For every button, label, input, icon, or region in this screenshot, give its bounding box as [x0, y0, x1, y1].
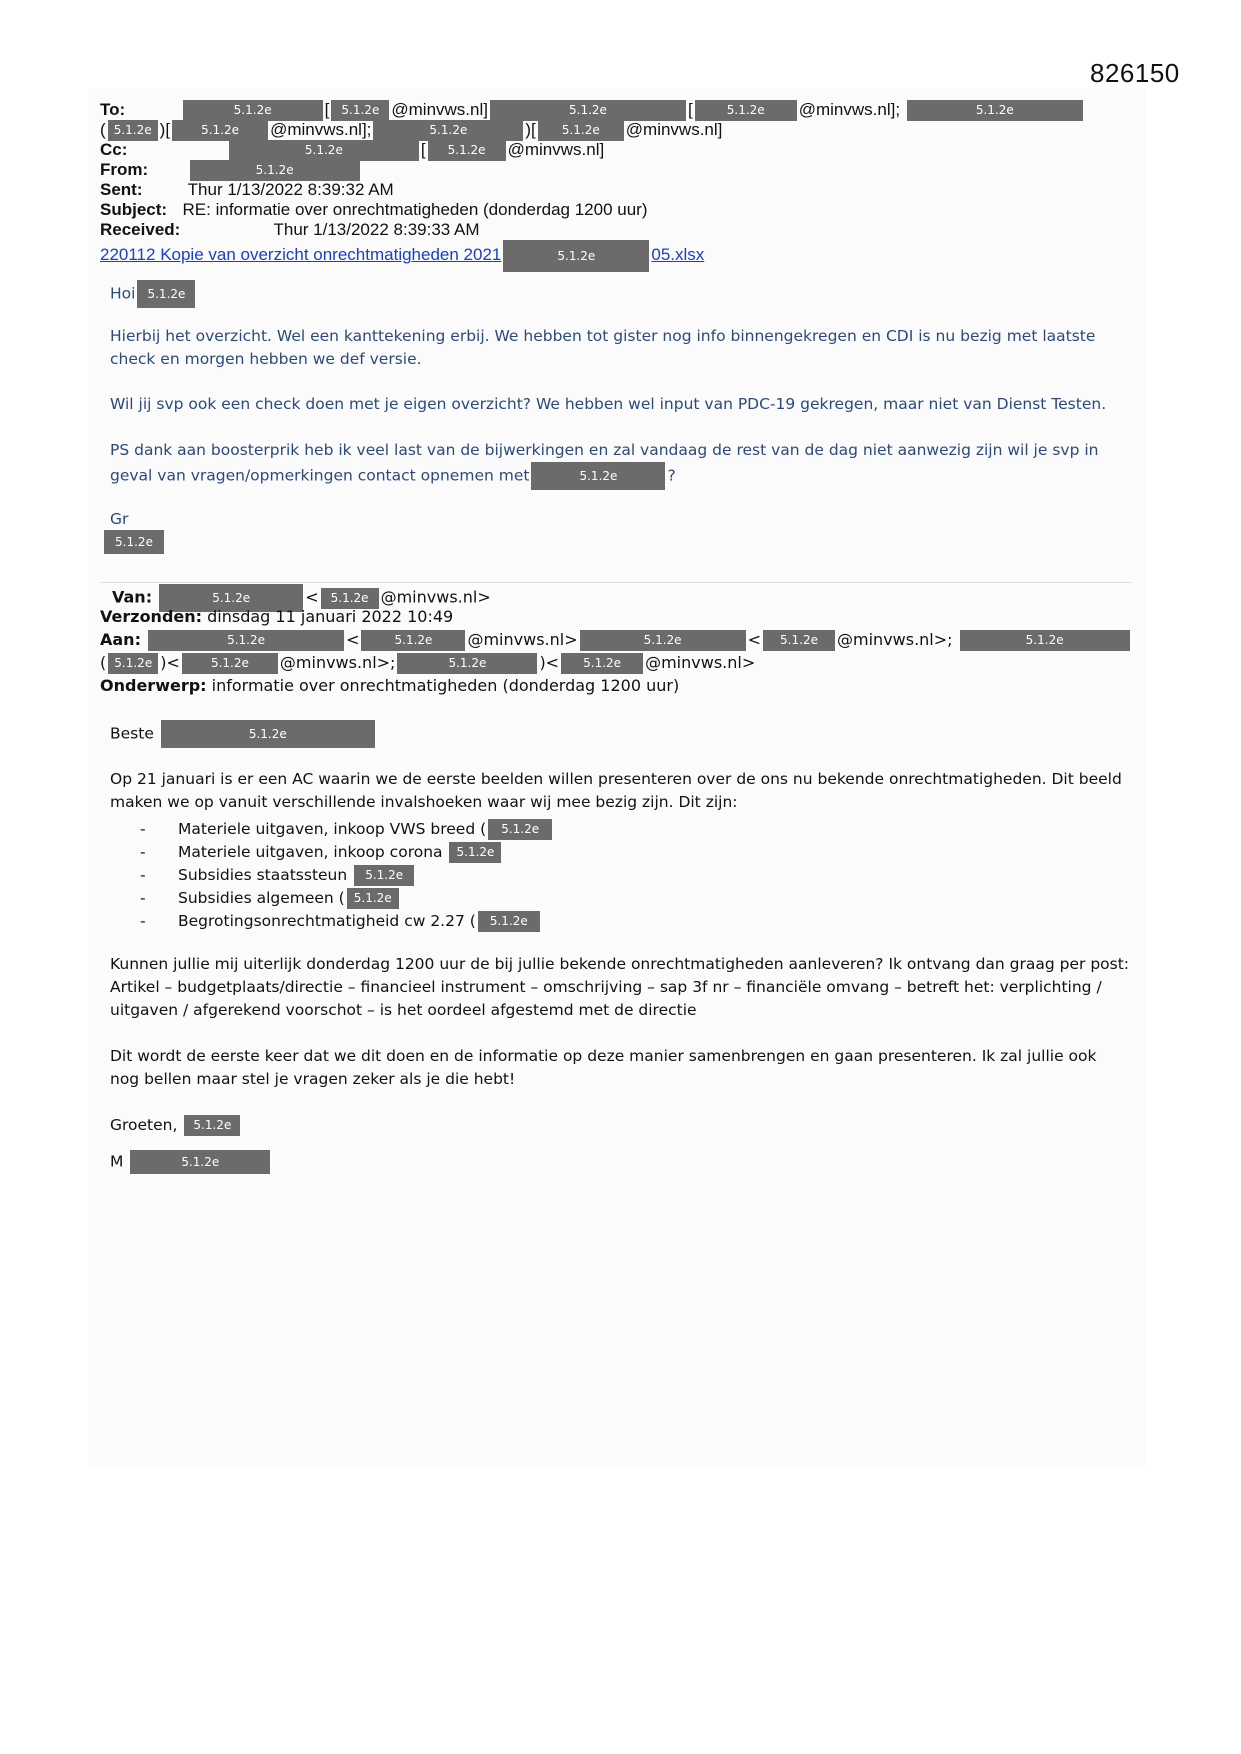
reply-greeting — [110, 280, 1130, 308]
redaction: 5.1.2e — [354, 865, 414, 886]
list-item: - Subsidies staatssteun 5.1.2e — [140, 864, 554, 887]
sent-label: Sent: — [100, 180, 143, 199]
to-row-2: ( 5.1.2e )[ 5.1.2e @minvws.nl]; 5.1.2e )[ 5.1.2e @minvws.nl] — [100, 120, 722, 141]
aan-label: Aan: — [100, 630, 141, 649]
list-item: - Begrotingsonrechtmatigheid cw 2.27 ( 5.1.2e — [140, 910, 554, 933]
list-item: - Subsidies algemeen ( 5.1.2e — [140, 887, 554, 910]
list-item-text: Subsidies algemeen — [178, 889, 334, 907]
email-domain: @minvws.nl> — [645, 653, 756, 672]
attachment-name-suffix: 05.xlsx — [651, 245, 705, 265]
redaction: 5.1.2e — [148, 630, 344, 651]
redaction: 5.1.2e — [108, 120, 158, 141]
redaction: 5.1.2e — [184, 1115, 240, 1136]
redaction: 5.1.2e — [182, 653, 278, 674]
cc-label: Cc: — [100, 140, 128, 159]
redaction: 5.1.2e — [229, 140, 419, 161]
redaction: 5.1.2e — [449, 842, 501, 863]
van-label: Van: — [112, 587, 153, 607]
redaction: 5.1.2e — [490, 100, 686, 121]
redaction: 5.1.2e — [428, 140, 506, 161]
cc-row: Cc: 5.1.2e [ 5.1.2e @minvws.nl] — [100, 140, 604, 161]
redaction: 5.1.2e — [347, 888, 399, 909]
original-paragraph-1: Op 21 januari is er een AC waarin we de eerste beelden willen presenteren over de ons nu bekende onrechtmatigheden. Dit beeld maken we op vanuit verschillende invalshoeken waar wij mee bezig zijn. Dit zijn: — [110, 770, 1122, 811]
redaction: 5.1.2e — [695, 100, 797, 121]
redaction: 5.1.2e — [907, 100, 1083, 121]
redaction: 5.1.2e — [763, 630, 835, 651]
bullet-list — [140, 818, 554, 933]
list-item-text: Materiele uitgaven, inkoop VWS breed — [178, 820, 476, 838]
onderwerp-label: Onderwerp: — [100, 676, 207, 695]
redaction: 5.1.2e — [561, 653, 643, 674]
list-item-text: Materiele uitgaven, inkoop corona — [178, 843, 443, 861]
redaction: 5.1.2e — [108, 653, 158, 674]
greeting-text: Hoi — [110, 284, 136, 303]
attachment-row — [100, 240, 704, 272]
subject-label: Subject: — [100, 200, 168, 219]
subject-value: RE: informatie over onrechtmatigheden (donderdag 1200 uur) — [182, 200, 648, 219]
redaction: 5.1.2e — [190, 160, 360, 181]
email-domain: @minvws.nl] — [391, 100, 488, 119]
verzonden-row — [100, 606, 453, 628]
redaction: 5.1.2e — [478, 911, 540, 932]
to-label: To: — [100, 100, 126, 119]
redaction: 5.1.2e — [130, 1150, 270, 1174]
list-item: - Materiele uitgaven, inkoop VWS breed ( 5.1.2e — [140, 818, 554, 841]
reply-signature — [110, 530, 1130, 554]
verzonden-value: dinsdag 11 januari 2022 10:49 — [207, 607, 454, 626]
sent-row — [100, 180, 394, 200]
redaction: 5.1.2e — [488, 819, 552, 840]
redaction: 5.1.2e — [503, 240, 649, 272]
sent-value: Thur 1/13/2022 8:39:32 AM — [187, 180, 394, 199]
original-salutation — [110, 720, 1130, 748]
from-row — [100, 160, 362, 181]
received-row — [100, 220, 480, 240]
verzonden-label: Verzonden: — [100, 607, 203, 626]
aan-row: Aan: 5.1.2e < 5.1.2e @minvws.nl> 5.1.2e < 5.1.2e @minvws.nl>; 5.1.2e — [100, 629, 1132, 651]
van-row: Van: 5.1.2e < 5.1.2e @minvws.nl> — [100, 584, 491, 612]
redaction: 5.1.2e — [538, 120, 624, 141]
reply-paragraph-3 — [110, 439, 1130, 490]
redaction: 5.1.2e — [159, 584, 303, 612]
redaction: 5.1.2e — [161, 720, 375, 748]
email-domain: @minvws.nl] — [507, 140, 605, 159]
onderwerp-value: informatie over onrechtmatigheden (donderdag 1200 uur) — [211, 676, 680, 695]
page-number: 826150 — [1090, 58, 1180, 88]
list-item-text: Subsidies staatssteun — [178, 866, 348, 884]
redaction: 5.1.2e — [531, 462, 665, 490]
aan-row-2: ( 5.1.2e )< 5.1.2e @minvws.nl>; 5.1.2e )< 5.1.2e @minvws.nl> — [100, 653, 756, 672]
original-paragraph-2: Kunnen jullie mij uiterlijk donderdag 1200 uur de bij jullie bekende onrechtmatigheden aanleveren? Ik ontvang dan graag per post: Artikel – budgetplaats/directie – financieel instrument – omschrijving – sap 3f nr – financiële omvang – betreft het: verplichting / uitgaven / afgerekend voorschot – is het oordeel afgestemd met de directie — [110, 955, 1130, 1019]
paragraph-text: PS dank aan boosterprik heb ik veel last van de bijwerkingen en zal vandaag de rest van de dag niet aanwezig zijn wil je svp in geval van vragen/opmerkingen contact opnemen met — [110, 441, 1099, 485]
reply-paragraph-2: Wil jij svp ook een check doen met je eigen overzicht? We hebben wel input van PDC-19 gekregen, maar niet van Dienst Testen. — [110, 395, 1107, 413]
email-domain: @minvws.nl]; — [798, 100, 901, 119]
redaction: 5.1.2e — [104, 530, 164, 554]
redaction: 5.1.2e — [183, 100, 323, 121]
email-domain: @minvws.nl>; — [279, 653, 396, 672]
redaction: 5.1.2e — [331, 100, 389, 121]
list-item: - Materiele uitgaven, inkoop corona 5.1.2e — [140, 841, 554, 864]
salutation-text: Beste — [110, 724, 154, 743]
email-domain: @minvws.nl> — [467, 630, 578, 649]
redaction: 5.1.2e — [373, 120, 523, 141]
original-closing — [110, 1114, 1130, 1137]
original-signature — [110, 1150, 1130, 1174]
attachment-link[interactable] — [100, 245, 704, 264]
redaction: 5.1.2e — [321, 588, 379, 609]
redaction: 5.1.2e — [137, 280, 195, 308]
message-separator — [100, 582, 1132, 583]
redaction: 5.1.2e — [172, 120, 268, 141]
reply-closing: Gr — [110, 510, 129, 528]
list-item-text: Begrotingsonrechtmatigheid cw 2.27 — [178, 912, 465, 930]
redaction: 5.1.2e — [580, 630, 746, 651]
onderwerp-row — [100, 675, 679, 697]
to-row: To: 5.1.2e [ 5.1.2e @minvws.nl] 5.1.2e [ 5.1.2e @minvws.nl]; 5.1.2e — [100, 100, 1085, 121]
email-domain: @minvws.nl]; — [270, 120, 372, 139]
from-label: From: — [100, 160, 149, 179]
reply-paragraph-1: Hierbij het overzicht. Wel een kanttekening erbij. We hebben tot gister nog info binnengekregen en CDI is nu bezig met laatste check en morgen hebben we def versie. — [110, 327, 1096, 368]
email-domain: @minvws.nl>; — [837, 630, 953, 649]
redaction: 5.1.2e — [397, 653, 537, 674]
received-label: Received: — [100, 220, 181, 239]
closing-text: Groeten, — [110, 1116, 178, 1134]
original-paragraph-3: Dit wordt de eerste keer dat we dit doen en de informatie op deze manier samenbrengen en gaan presenteren. Ik zal jullie ook nog bellen maar stel je vragen zeker als je die hebt! — [110, 1047, 1097, 1088]
email-domain: @minvws.nl> — [380, 587, 491, 607]
subject-row — [100, 200, 647, 220]
paragraph-text: ? — [667, 466, 676, 485]
signature-initial: M — [110, 1152, 124, 1171]
redaction: 5.1.2e — [361, 630, 465, 651]
received-value: Thur 1/13/2022 8:39:33 AM — [273, 220, 480, 239]
email-domain: @minvws.nl] — [625, 120, 723, 139]
redaction: 5.1.2e — [960, 630, 1130, 651]
attachment-name-prefix: 220112 Kopie van overzicht onrechtmatigheden 2021 — [100, 245, 502, 265]
